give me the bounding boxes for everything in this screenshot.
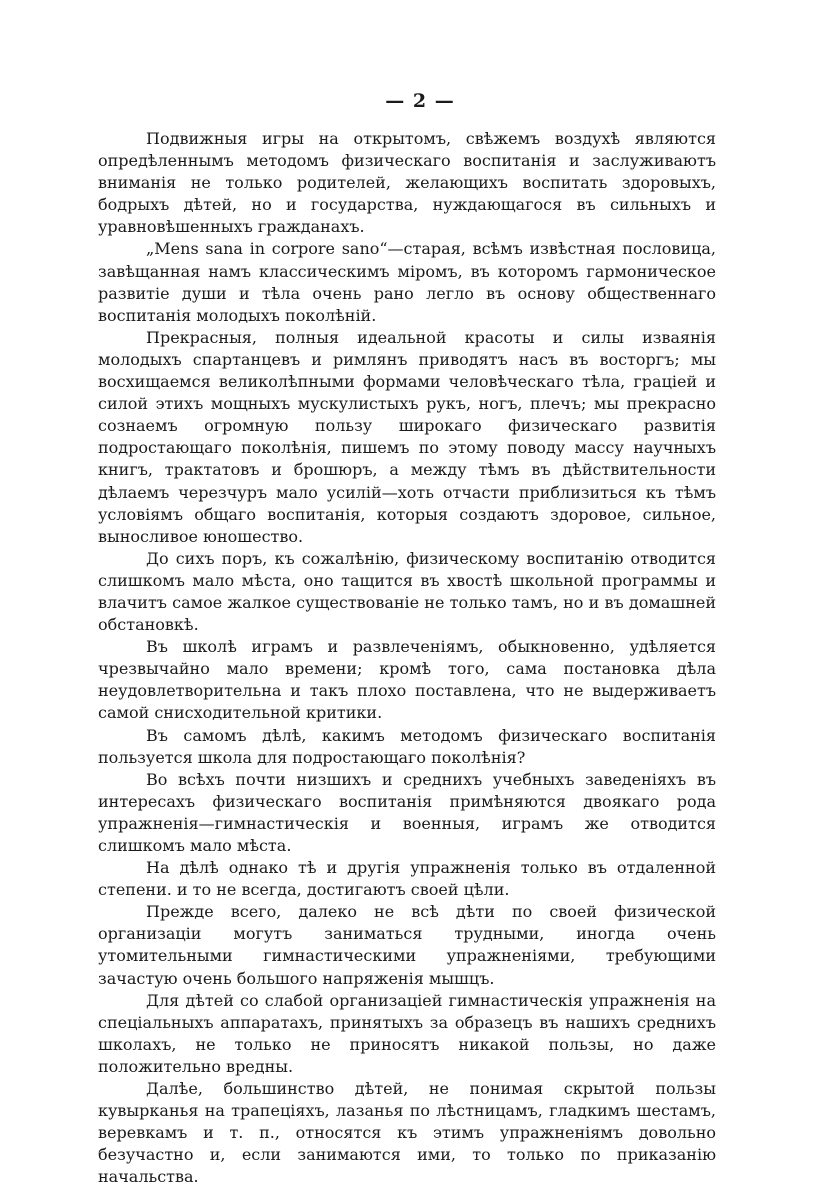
paragraph: Во всѣхъ почти низшихъ и среднихъ учебныхъ заведеніяхъ въ интересахъ физическаго воспитанія примѣняются двоякаго рода упражненія—гимнастическія и военныя, играмъ же отводится слишкомъ мало мѣста.: [98, 769, 716, 855]
paragraph: На дѣлѣ однако тѣ и другія упражненія только въ отдаленной степени. и то не всегда, достигаютъ своей цѣли.: [98, 858, 716, 900]
paragraph: Въ самомъ дѣлѣ, какимъ методомъ физическаго воспитанія пользуется школа для подростающаго поколѣнія?: [98, 725, 716, 767]
paragraph: Прекрасныя, полныя идеальной красоты и силы изваянія молодыхъ спартанцевъ и римлянъ приводятъ насъ въ восторгъ; мы восхищаемся великолѣпными формами человѣческаго тѣла, граціей и силой этихъ мощныхъ мускулистыхъ рукъ, ногъ, плечъ; мы прекрасно сознаемъ огромную пользу широкаго физическаго развитія подростающаго поколѣнія, пишемъ по этому поводу массу научныхъ книгъ, трактатовъ и брошюръ, а между тѣмъ въ дѣйствительности дѣлаемъ черезчуръ мало усилій—хоть отчасти приблизиться къ тѣмъ условіямъ общаго воспитанія, которыя создаютъ здоровое, сильное, выносливое юношество.: [98, 327, 716, 546]
paragraph: Въ школѣ играмъ и развлеченіямъ, обыкновенно, удѣляется чрезвычайно мало времени; кромѣ того, сама постановка дѣла неудовлетворительна и такъ плохо поставлена, что не выдерживаетъ самой снисходительной критики.: [98, 637, 716, 723]
paragraph: До сихъ поръ, къ сожалѣнію, физическому воспитанію отводится слишкомъ мало мѣста, оно тащится въ хвостѣ школьной программы и влачитъ самое жалкое существованіе не только тамъ, но и въ домашней обстановкѣ.: [98, 548, 716, 635]
paragraph: Для дѣтей со слабой организаціей гимнастическія упражненія на спеціальныхъ аппаратахъ, принятыхъ за образецъ въ нашихъ среднихъ школахъ, не только не приносятъ никакой пользы, но даже положительно вредны.: [98, 990, 716, 1076]
body-text: [98, 128, 716, 1189]
paragraph: „Mens sana in corpore sano“—старая, всѣмъ извѣстная пословица, завѣщанная намъ классическимъ міромъ, въ которомъ гармоническое развитіе души и тѣла очень рано легло въ основу общественнаго воспитанія молодыхъ поколѣній.: [98, 239, 716, 325]
paragraph: Подвижныя игры на открытомъ, свѣжемъ воздухѣ являются опредѣленнымъ методомъ физическаго воспитанія и заслуживаютъ вниманія не только родителей, желающихъ воспитать здоровыхъ, бодрыхъ дѣтей, но и государства, нуждающагося въ сильныхъ и уравновѣшенныхъ гражданахъ.: [98, 129, 716, 237]
page-number: — 2 —: [385, 90, 455, 112]
paragraph: Прежде всего, далеко не всѣ дѣти по своей физической организаціи могутъ заниматься трудными, иногда очень утомительными гимнастическими упражненіями, требующими зачастую очень большого напряженія мышцъ.: [98, 902, 716, 988]
paragraph: Далѣе, большинство дѣтей, не понимая скрытой пользы кувырканья на трапеціяхъ, лазанья по лѣстницамъ, гладкимъ шестамъ, веревкамъ и т. п., относятся къ этимъ упражненіямъ довольно безучастно и, если занимаются ими, то только по приказанію начальства.: [98, 1079, 716, 1187]
